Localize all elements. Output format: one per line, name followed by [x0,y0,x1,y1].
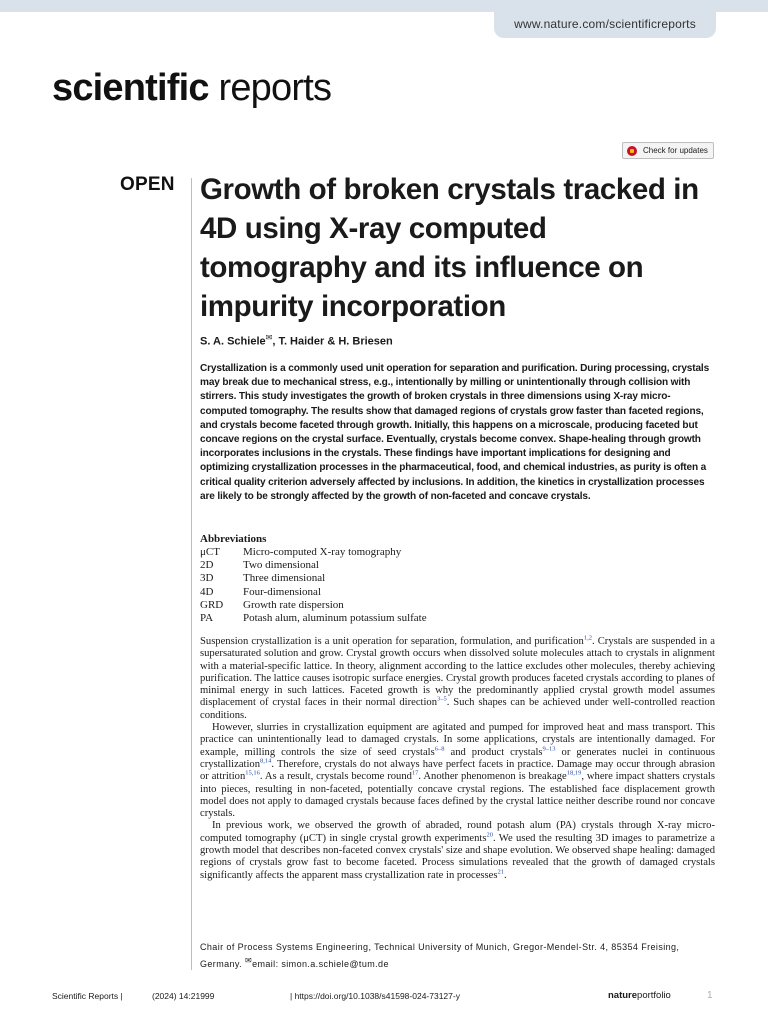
open-access-label: OPEN [120,174,175,195]
check-for-updates-label: Check for updates [643,146,708,155]
abbreviation-row [200,586,600,599]
crossmark-icon [627,146,637,156]
citation-ref[interactable]: 21 [497,868,504,876]
body-text-run: . Crystals are suspended in a supersaturated solution and grow. Crystal growth occurs when dissolved solute molecules attach to crystals in alignment with a material-specific lattice. In theory, alignment according to the lattice excludes other molecules, thereby achieving purification. The lattice causes isotropic surface energies. Crystal growth produces faceted crystals according to planes of minimal energy in such lattices. Faceted growth is why the predominantly applied crystal growth model assumes displacement of crystal faces in their normal direction [200,636,715,709]
abstract: Crystallization is a commonly used unit operation for separation and purification. During processing, crystals may break due to mechanical stress, e.g., intentionally by milling or unintentionally through collision with stirrers. This study investigates the growth of broken crystals in three dimensions using X-ray micro-computed tomography. The results show that damaged regions of crystals grow faster than faceted regions, and crystals become faceted through growth. Initially, this happens on a microscale, producing faceted but concave regions on the crystal surface. Eventually, crystals become convex. Shape-healing through growth incorporates inclusions in the crystals. These findings have important implications for designing and optimizing crystallization processes in the pharmaceutical, food, and chemical industries, as purity is often a critical quality criterion adversely affected by inclusions. In addition, the kinetics in crystallization processes are likely to be strongly affected by the growth of non-faceted and concave crystals. [200,363,710,502]
citation-ref[interactable]: 20 [486,831,493,839]
footer-volume: (2024) 14:21999 [152,991,215,1001]
correspondence-line [200,954,715,971]
page-number: 1 [707,990,713,1001]
email-icon[interactable]: ✉ [265,333,273,342]
corresponding-email[interactable]: email: simon.a.schiele@tum.de [252,959,389,969]
email-icon: ✉ [244,956,253,965]
body-text-run: Suspension crystallization is a unit operation for separation, formulation, and purification [200,636,584,647]
abbreviations-list [200,546,600,625]
abbreviation-term: GRD [200,598,224,611]
citation-ref[interactable]: 6–8 [434,745,445,753]
logo-scientific: scientific [52,67,209,109]
citation-ref[interactable]: 1,2 [583,634,592,642]
body-text-run: or generates nuclei in continuous crystallization [200,746,715,770]
body-text-run: In previous work, we observed the growth of abraded, round potash alum (PA) crystals through X-ray micro-computed tomography (μCT) in single crystal growth experiments [200,820,715,844]
abbreviation-row [200,572,600,585]
abbreviation-definition: Growth rate dispersion [243,598,344,611]
body-text-run: . We used the resulting 3D images to parametrize a growth model that describes non-faceted convex crystals' size and shape evolution. We observed shape healing: damaged regions of crystals grow fast to become faceted. Process simulations revealed that the growth of damaged crystals significantly affects the apparent mass crystallization rate in processes [200,832,715,881]
body-text-run: . As a result, crystals become round [259,771,412,783]
abbreviation-definition: Two dimensional [243,559,319,572]
affiliation [200,940,715,971]
author-list [200,333,393,348]
body-paragraph-2 [200,722,715,820]
body-paragraph-1 [200,636,715,722]
abbreviation-term: PA [200,612,214,625]
citation-ref[interactable]: 18,19 [566,769,582,777]
affiliation-line: Chair of Process Systems Engineering, Technical University of Munich, Gregor-Mendel-Str. 4, 85354 Freising, [200,942,680,952]
abbreviation-definition: Four-dimensional [243,585,321,598]
authors-rest: , T. Haider & H. Briesen [272,335,393,348]
logo-nature: nature [608,990,638,1001]
affiliation-country: Germany. [200,959,245,969]
journal-logo[interactable] [52,62,331,114]
abbreviation-row [200,546,600,559]
abbreviation-definition: Micro-computed X-ray tomography [243,546,402,558]
journal-url[interactable]: www.nature.com/scientificreports [494,10,716,38]
nature-portfolio-logo [608,990,671,1001]
body-text-run: However, slurries in crystallization equipment are agitated and pumped for improved heat and mass transport. This practice can unintentionally lead to damaged crystals. In some applications, crystals are intentionally damaged. For example, milling controls the size of seed crystals [200,722,715,758]
abbreviation-definition: Potash alum, aluminum potassium sulfate [243,612,427,625]
abbreviation-term: 4D [200,585,214,598]
body-text-run: and product crystals [444,746,543,758]
article-title: Growth of broken crystals tracked in 4D using X-ray computed tomography and its influence on impurity incorporation [200,173,699,323]
logo-portfolio: portfolio [637,990,671,1001]
body-paragraph-3 [200,820,715,881]
abbreviation-term: 2D [200,559,214,572]
logo-reports: reports [208,67,332,109]
citation-ref[interactable]: 15,16 [245,769,260,777]
citation-ref[interactable]: 8,14 [260,757,272,765]
abbreviation-definition: Three dimensional [243,572,326,585]
abbreviation-row [200,612,600,625]
footer-doi-link[interactable]: | https://doi.org/10.1038/s41598-024-73127-y [290,991,460,1001]
abbreviations-heading: Abbreviations [200,533,267,545]
abbreviation-row [200,599,600,612]
author-schiele[interactable]: S. A. Schiele [200,335,266,348]
footer-journal: Scientific Reports | [52,991,123,1001]
citation-ref[interactable]: 17 [411,769,419,777]
body-text-run: . Therefore, crystals do not always have perfect facets in practice. Damage may occur through abrasion or attrition [200,758,715,783]
page-footer [52,988,716,1006]
body-text-run: , where impact shatters crystals into pieces, resulting in non-faceted, potentially concave crystal regions. The established face displacement growth model does not apply to damaged crystals because faces defined by the crystal lattice neither describe round nor concave crystals. [200,771,715,820]
check-for-updates-button[interactable] [622,142,714,159]
body-text-run: . [504,869,507,881]
body-text-run: . Such shapes can be achieved under well-controlled reaction conditions. [200,697,716,721]
abbreviation-term: μCT [200,546,220,558]
margin-divider [191,178,192,970]
body-text [200,636,715,882]
body-text-run: . Another phenomenon is breakage [418,771,567,783]
citation-ref[interactable]: 3–5 [437,695,447,703]
abbreviation-row [200,559,600,572]
abbreviation-term: 3D [200,572,214,585]
citation-ref[interactable]: 9–13 [542,745,556,753]
